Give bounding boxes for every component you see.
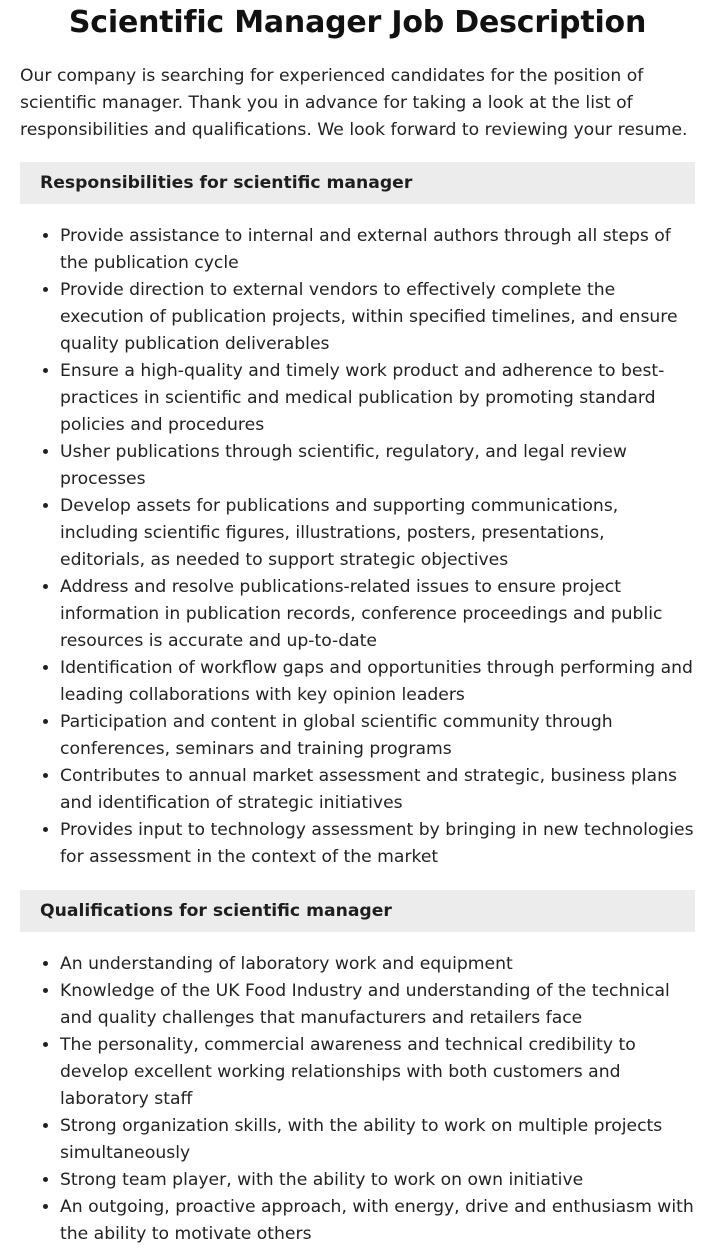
list-item: • Knowledge of the UK Food Industry and understanding of the technical and quality challenges that manufacturers and retailers face xyxy=(60,978,695,1032)
list-item: • Develop assets for publications and supporting communications, including scientific figures, illustrations, posters, presentations, editorials, as needed to support strategic objectives xyxy=(60,493,695,574)
list-item: • Provide assistance to internal and external authors through all steps of the publication cycle xyxy=(60,223,695,277)
list-item: • Provides input to technology assessment by bringing in new technologies for assessment in the context of the market xyxy=(60,817,695,871)
qualifications-list xyxy=(20,951,695,1248)
responsibilities-list xyxy=(20,223,695,871)
list-item: • The personality, commercial awareness and technical credibility to develop excellent working relationships with both customers and laboratory staff xyxy=(60,1032,695,1113)
list-item: • Address and resolve publications-related issues to ensure project information in publication records, conference proceedings and public resources is accurate and up-to-date xyxy=(60,574,695,655)
list-item: • Contributes to annual market assessment and strategic, business plans and identification of strategic initiatives xyxy=(60,763,695,817)
list-item: • Ensure a high-quality and timely work product and adherence to best-practices in scientific and medical publication by promoting standard policies and procedures xyxy=(60,358,695,439)
page-title: Scientific Manager Job Description xyxy=(68,5,647,40)
intro-paragraph: Our company is searching for experienced candidates for the position of scientific manager. Thank you in advance for taking a look at the list of responsibilities and qualifications. We look forward to reviewing your resume. xyxy=(20,66,688,140)
qualifications-heading: Qualifications for scientific manager xyxy=(20,890,695,932)
responsibilities-heading: Responsibilities for scientific manager xyxy=(20,162,695,204)
list-item: • Provide direction to external vendors to effectively complete the execution of publication projects, within specified timelines, and ensure quality publication deliverables xyxy=(60,277,695,358)
list-item: • Strong organization skills, with the ability to work on multiple projects simultaneously xyxy=(60,1113,695,1167)
list-item: • An outgoing, proactive approach, with energy, drive and enthusiasm with the ability to motivate others xyxy=(60,1194,695,1248)
list-item: • An understanding of laboratory work and equipment xyxy=(60,951,695,978)
list-item: • Usher publications through scientific, regulatory, and legal review processes xyxy=(60,439,695,493)
list-item: • Identification of workflow gaps and opportunities through performing and leading collaborations with key opinion leaders xyxy=(60,655,695,709)
list-item: • Participation and content in global scientific community through conferences, seminars and training programs xyxy=(60,709,695,763)
list-item: • Strong team player, with the ability to work on own initiative xyxy=(60,1167,695,1194)
